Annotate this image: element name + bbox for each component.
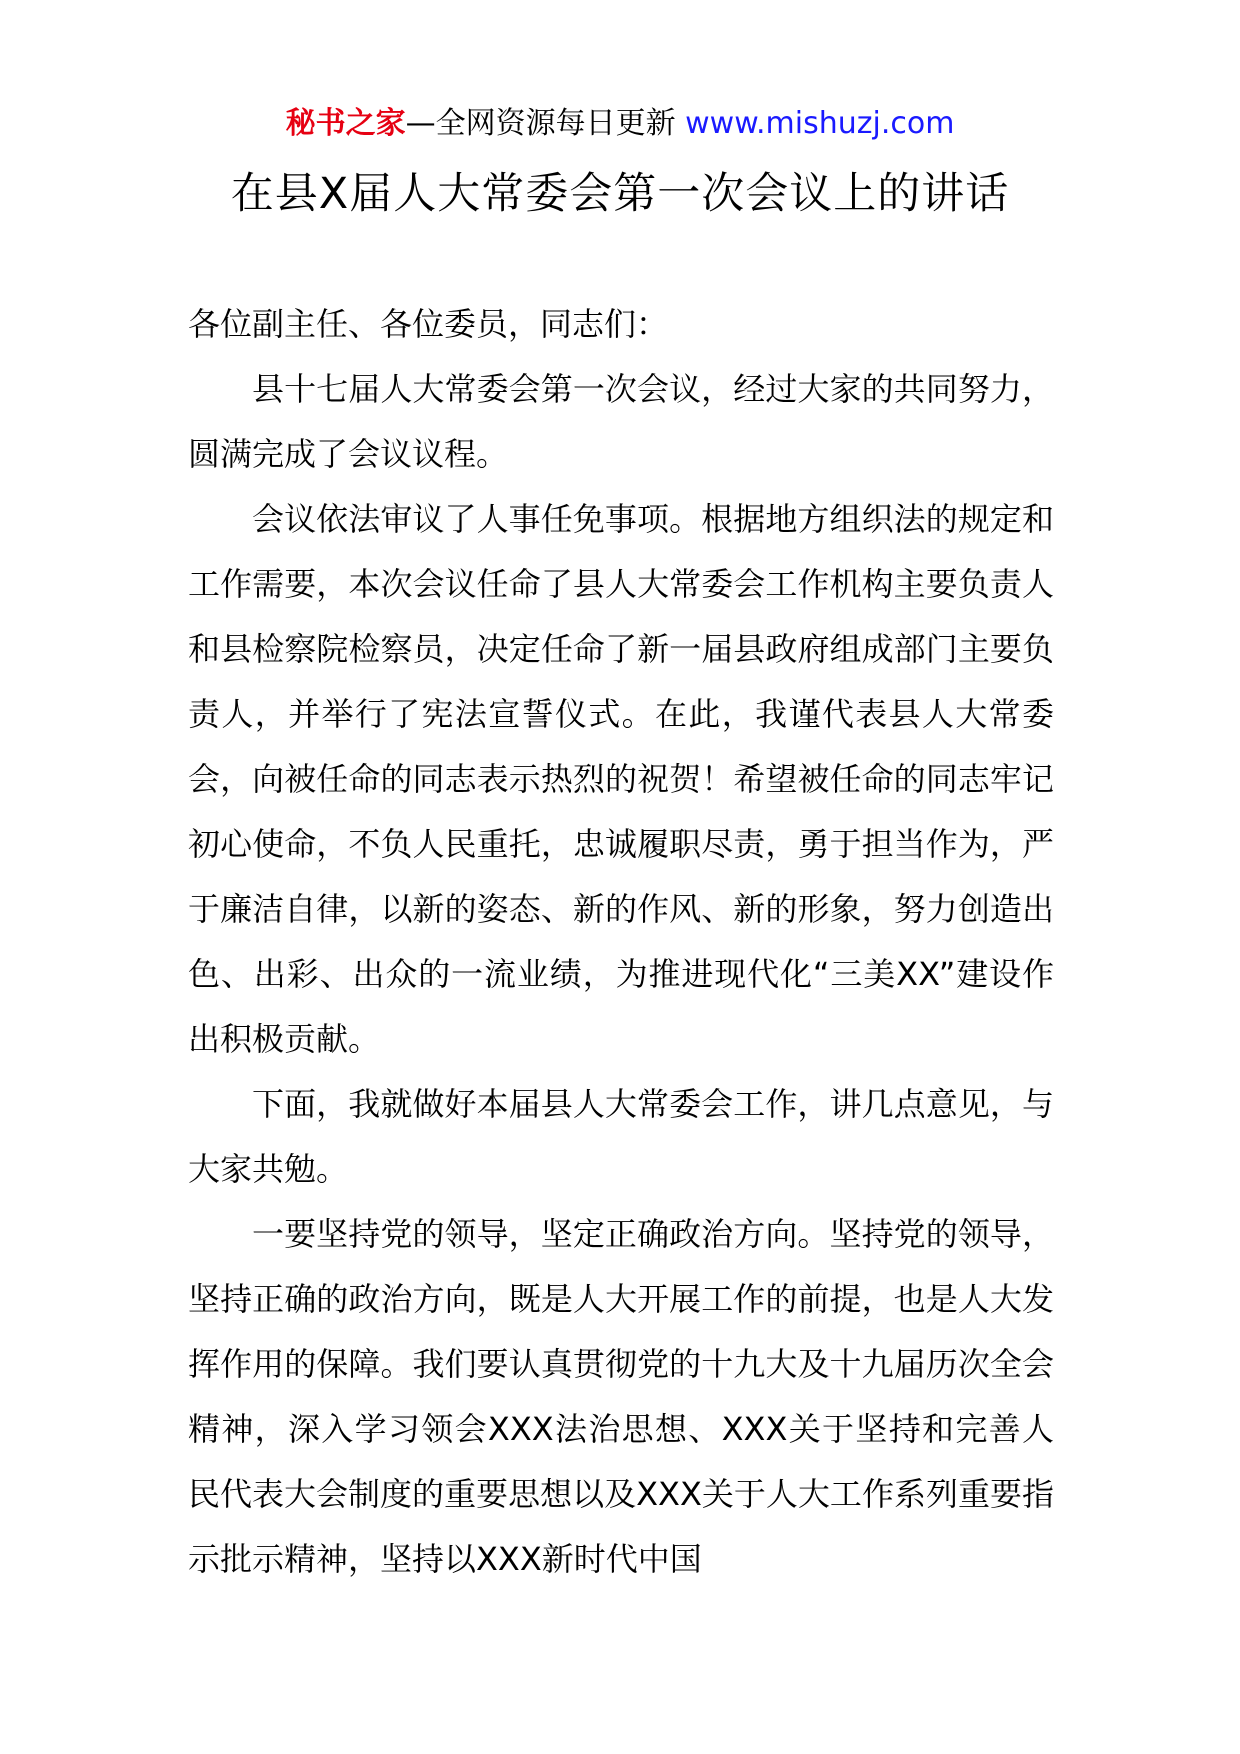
document-body <box>188 292 1054 1592</box>
document-title: 在县Ⅹ届人大常委会第一次会议上的讲话 <box>230 169 1010 219</box>
site-name: 秘书之家 <box>285 106 406 141</box>
paragraph-4 <box>188 1202 1054 1592</box>
site-url-link[interactable]: www.mishuzj.com <box>685 106 955 141</box>
paragraph-2: 会议依法审议了人事任免事项。根据地方组织法的规定和工作需要，本次会议任命了县人大常委会工作机构主要负责人和县检察院检察员，决定任命了新一届县政府组成部门主要负责人，并举行了宪法宣誓仪式。在此，我谨代表县人大常委会，向被任命的同志表示热烈的祝贺！希望被任命的同志牢记初心使命，不负人民重托，忠诚履职尽责，勇于担当作为，严于廉洁自律，以新的姿态、新的作风、新的形象，努力创造出色、出彩、出众的一流业绩，为推进现代化“三美XX”建设作出积极贡献。 <box>188 500 1054 1058</box>
paragraph-3: 下面，我就做好本届县人大常委会工作，讲几点意见，与大家共勉。 <box>188 1085 1054 1188</box>
salutation: 各位副主任、各位委员，同志们： <box>188 305 669 343</box>
point-one-body: 坚持党的领导，坚持正确的政治方向，既是人大开展工作的前提，也是人大发挥作用的保障。我们要认真贯彻党的十九大及十九届历次全会精神，深入学习领会XXX法治思想、XXX关于坚持和完善人民代表大会制度的重要思想以及XXX关于人大工作系列重要指示批示精神，坚持以XXX新时代中国 <box>188 1215 1054 1578</box>
paragraph-1: 县十七届人大常委会第一次会议，经过大家的共同努力，圆满完成了会议议程。 <box>188 370 1054 473</box>
site-header <box>0 104 1240 144</box>
site-tagline: —全网资源每日更新 <box>405 106 686 141</box>
point-one-heading: 一要坚持党的领导，坚定正确政治方向。 <box>252 1215 830 1253</box>
